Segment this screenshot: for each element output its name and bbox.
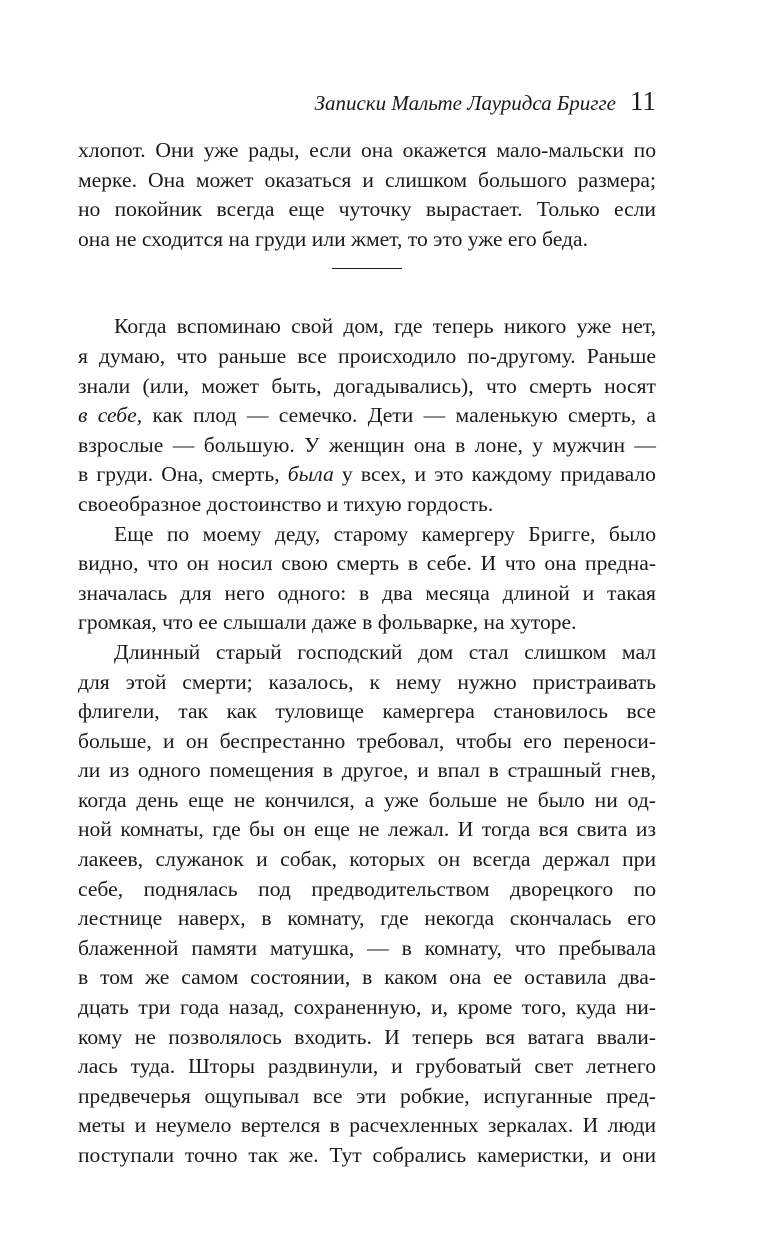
page-number: 11	[630, 86, 656, 116]
text-line: лестнице наверх, в комнату, где некогда скончалась его	[78, 906, 656, 931]
text-line: кому не позволялось входить. И теперь вся ватага ввали-	[78, 1024, 656, 1049]
line-text: в груди. Она, смерть,	[78, 462, 288, 487]
text-line: меты и неумело вертелся в расчехленных зеркалах. И люди	[78, 1113, 656, 1138]
text-line: больше, и он беспрестанно требовал, чтобы его переноси-	[78, 728, 656, 753]
line-text: у всех, и это каждому придавало	[333, 462, 656, 487]
paragraph	[78, 638, 656, 1171]
text-line: я думаю, что раньше все происходило по-другому. Раньше	[78, 343, 656, 368]
text-line: ли из одного помещения в другое, и впал в страшный гнев,	[78, 758, 656, 783]
text-line: значалась для него одного: в два месяца длиной и такая	[78, 580, 656, 605]
text-line: мерке. Она может оказаться и слишком большого размера;	[78, 167, 656, 192]
section-divider	[332, 268, 402, 269]
text-line: лакеев, служанок и собак, которых он всегда держал при	[78, 847, 656, 872]
page-body	[78, 136, 656, 1171]
emphasis-text: была	[287, 462, 334, 487]
emphasis-text: в себе,	[78, 403, 143, 428]
text-line: знали (или, может быть, догадывались), что смерть носят	[78, 373, 656, 398]
text-line: хлопот. Они уже рады, если она окажется мало-мальски по	[78, 138, 656, 162]
text-line: для этой смерти; казалось, к нему нужно пристраивать	[78, 669, 656, 694]
text-line: в том же самом состоянии, в каком она ее оставила два-	[78, 965, 656, 990]
text-line: Еще по моему деду, старому камергеру Бригге, было	[114, 521, 656, 546]
text-line: блаженной памяти матушка, — в комнату, что пребывала	[78, 935, 656, 960]
paragraph	[78, 312, 656, 519]
line-text: как плод — семечко. Дети — маленькую смерть, а	[142, 403, 657, 428]
text-line: Когда вспоминаю свой дом, где теперь никого уже нет,	[114, 314, 656, 339]
text-line: громкая, что ее слышали даже в фольварке, на хуторе.	[78, 610, 577, 635]
text-line: своеобразное достоинство и тихую гордость.	[78, 491, 494, 516]
text-line: флигели, так как туловище камергера становилось все	[78, 699, 656, 724]
text-line: взрослые — большую. У женщин она в лоне, у мужчин —	[78, 432, 656, 457]
text-line: себе, поднялась под предводительством дворецкого по	[78, 876, 656, 901]
text-line: поступали точно так же. Тут собрались камеристки, и они	[78, 1143, 656, 1167]
text-line: предвечерья ощупывал все эти робкие, испуганные пред-	[78, 1083, 656, 1108]
paragraph	[78, 136, 656, 254]
text-line: видно, что он носил свою смерть в себе. И что она предна-	[78, 551, 656, 576]
running-head	[315, 86, 656, 117]
text-line: лась туда. Шторы раздвинули, и грубоватый свет летнего	[78, 1054, 656, 1079]
text-line: она не сходится на груди или жмет, то это уже его беда.	[78, 226, 588, 251]
text-line: дцать три года назад, сохраненную, и, кроме того, куда ни-	[78, 995, 656, 1020]
text-line: Длинный старый господский дом стал слишком мал	[114, 639, 656, 664]
text-line: но покойник всегда еще чуточку вырастает. Только если	[78, 197, 656, 222]
text-line: ной комнаты, где бы он еще не лежал. И тогда вся свита из	[78, 817, 656, 842]
text-line	[78, 460, 656, 490]
paragraph	[78, 520, 656, 638]
text-line	[78, 401, 656, 431]
text-line: когда день еще не кончился, а уже больше не было ни од-	[78, 787, 656, 812]
running-title: Записки Мальте Лауридса Бригге	[314, 91, 616, 115]
